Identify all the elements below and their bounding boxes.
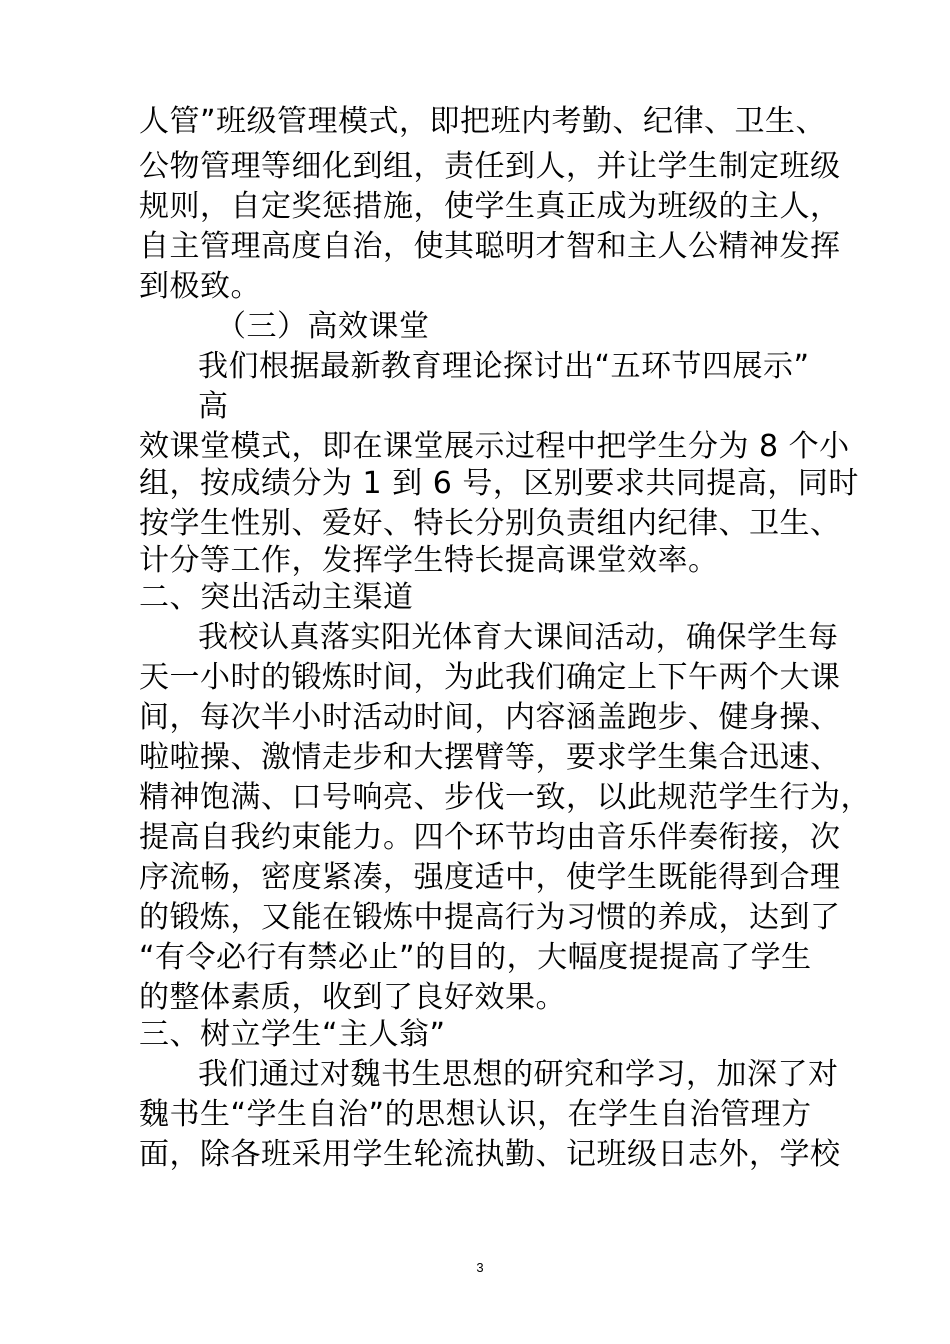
section-heading: 三、树立学生“主人翁” [139, 1017, 446, 1052]
text-line: 精神饱满、口号响亮、步伐一致，以此规范学生行为， [139, 780, 871, 815]
text-line: 按学生性别、爱好、特长分别负责组内纪律、卫生、 [139, 506, 841, 541]
text-line: 组，按成绩分为 1 到 6 号，区别要求共同提高，同时 [139, 466, 859, 501]
text-line: 提高自我约束能力。四个环节均由音乐伴奏衔接，次 [139, 820, 841, 855]
text-line: 魏书生“学生自治”的思想认识，在学生自治管理方 [139, 1097, 812, 1132]
text-line: 计分等工作，发挥学生特长提高课堂效率。 [139, 543, 719, 578]
text-line: 面，除各班采用学生轮流执勤、记班级日志外，学校 [139, 1137, 841, 1172]
text-line: 自主管理高度自治，使其聪明才智和主人公精神发挥 [139, 229, 841, 264]
text-line: 间，每次半小时活动时间，内容涵盖跑步、健身操、 [139, 700, 841, 735]
text-line: “有令必行有禁必止”的目的，大幅度提提高了学生 [139, 940, 812, 975]
text-line: 公物管理等细化到组，责任到人，并让学生制定班级 [139, 149, 841, 184]
text-line: 人管”班级管理模式，即把班内考勤、纪律、卫生、 [139, 104, 827, 139]
text-line: 我校认真落实阳光体育大课间活动，确保学生每 [198, 620, 839, 655]
section-heading: 二、突出活动主渠道 [139, 580, 414, 615]
page-number: 3 [476, 1260, 484, 1275]
text-line: 规则，自定奖惩措施，使学生真正成为班级的主人， [139, 189, 841, 224]
text-line: 的锻炼，又能在锻炼中提高行为习惯的养成，达到了 [139, 900, 841, 935]
text-line: 效课堂模式，即在课堂展示过程中把学生分为 8 个小 [139, 429, 850, 464]
text-line: 我们通过对魏书生思想的研究和学习，加深了对 [198, 1057, 839, 1092]
section-heading: （三）高效课堂 [216, 309, 430, 344]
text-line: 序流畅，密度紧凑，强度适中，使学生既能得到合理 [139, 860, 841, 895]
text-line: 啦啦操、激情走步和大摆臂等，要求学生集合迅速、 [139, 740, 841, 775]
text-line: 天一小时的锻炼时间，为此我们确定上下午两个大课 [139, 660, 841, 695]
text-line: 的整体素质，收到了良好效果。 [139, 980, 566, 1015]
text-line: 高 [198, 389, 229, 424]
text-line: 到极致。 [139, 269, 261, 304]
text-line: 我们根据最新教育理论探讨出“五环节四展示” [198, 349, 810, 384]
